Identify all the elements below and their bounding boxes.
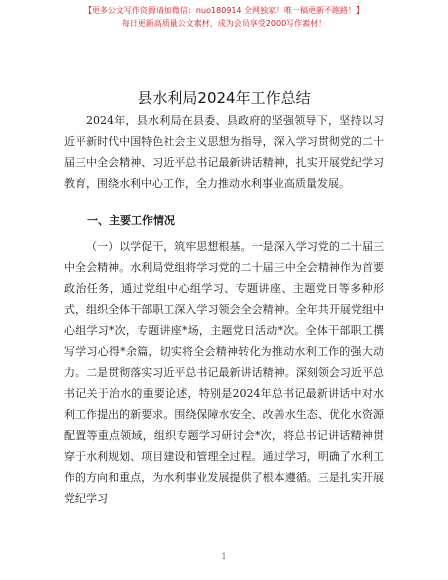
intro-paragraph: 2024年，县水利局在县委、县政府的坚强领导下，坚持以习近平新时代中国特色社会主义思想为指导，深入学习贯彻党的二十届三中全会精神、习近平总书记最新讲话精神，扎实开展党纪学习教育，围绕水利中心工作，全力推动水利事业高质量发展。 — [64, 114, 384, 190]
section-paragraph: （一）以学促干，筑牢思想根基。一是深入学习党的二十届三中全会精神。水利局党组将学习党的二十届三中全会精神作为首要政治任务，通过党组中心组学习、专题讲座、主题党日等多种形式，组织全体干部职工深入学习领会全会精神。全年共开展党组中心组学习*次，专题讲座*场，主题党日活动*次。全体干部职工撰写学习心得*余篇，切实将全会精神转化为推动水利工作的强大动力。二是贯彻落实习近平总书记最新讲话精神。深刻领会习近平总书记关于治水的重要论述，特别是2024年总书记最新讲话中对水利工作提出的新要求。围绕保障水安全、改善水生态、优化水资源配置等重点领域，组织专题学习研讨会*次，将总书记讲话精神贯穿于水利规划、项目建设和管理全过程。通过学习，明确了水利工作的方向和重点，为水利事业发展提供了根本遵循。三是扎实开展党纪学习 — [64, 240, 384, 505]
promo-banner-line-1: 【更多公文写作资源请加微信：nuo180914 全网独家！唯一稿更新不跑路！】 — [83, 6, 365, 15]
page-number: 1 — [221, 552, 227, 561]
promo-banner-line-2: 每日更新高质量公文素材，成为会员享受2000写作素材！ — [121, 19, 327, 28]
section-heading: 一、主要工作情况 — [87, 214, 175, 227]
document-title: 县水利局2024年工作总结 — [137, 89, 311, 107]
